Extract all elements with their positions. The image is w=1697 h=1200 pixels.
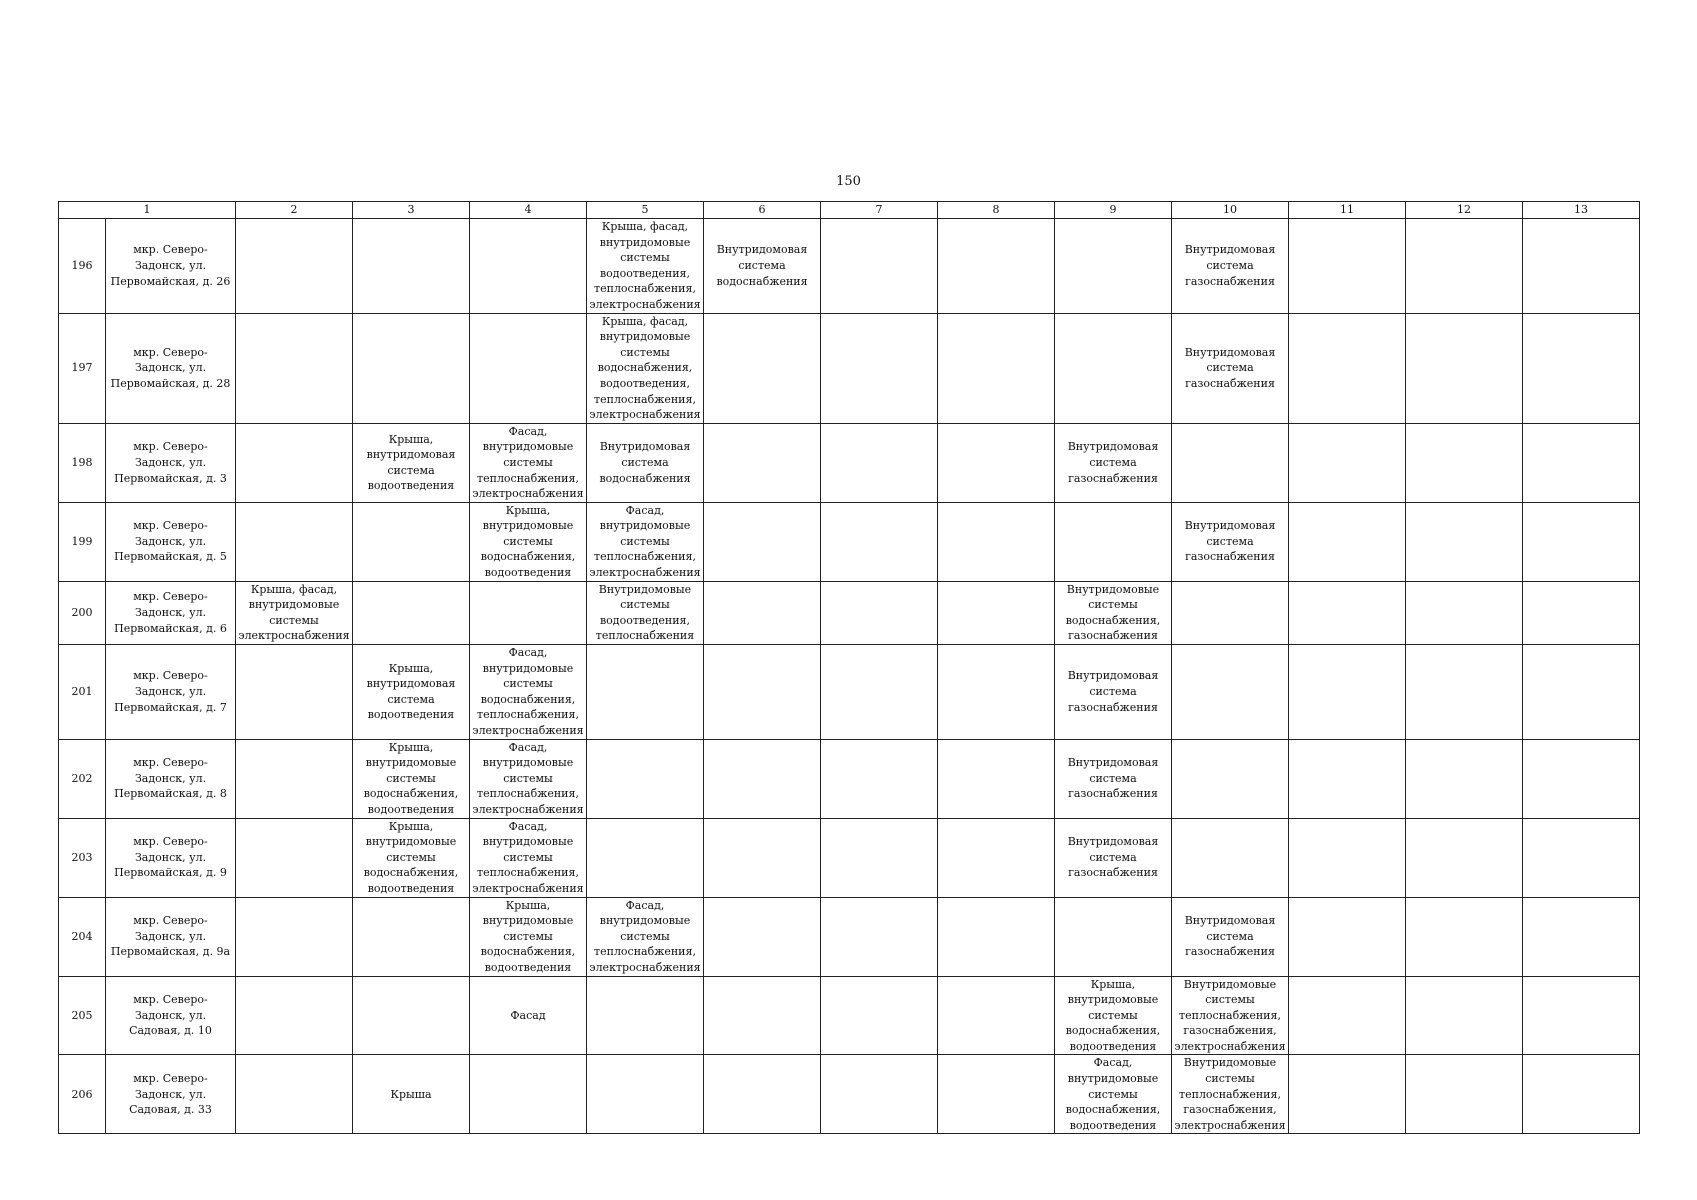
address-cell: мкр. Северо-Задонск, ул. Первомайская, д. 8 [106, 739, 236, 818]
work-cell-col-8 [938, 1055, 1055, 1134]
work-cell-col-2 [236, 502, 353, 581]
column-number-row [59, 202, 1640, 219]
work-cell-col-10 [1172, 739, 1289, 818]
work-cell-col-7 [821, 313, 938, 423]
work-cell-col-7 [821, 818, 938, 897]
work-cell-col-12 [1406, 502, 1523, 581]
column-number-6: 6 [704, 202, 821, 219]
work-cell-col-5 [587, 976, 704, 1055]
work-cell-col-4 [470, 581, 587, 644]
work-cell-col-5: Внутридомовая система водоснабжения [587, 423, 704, 502]
work-cell-col-13 [1523, 645, 1640, 740]
work-cell-col-10: Внутридомовая система газоснабжения [1172, 219, 1289, 314]
work-cell-col-13 [1523, 976, 1640, 1055]
work-cell-col-4: Фасад, внутридомовые системы теплоснабжения, электроснабжения [470, 818, 587, 897]
table-row [59, 1055, 1640, 1134]
work-cell-col-10 [1172, 818, 1289, 897]
work-cell-col-2: Крыша, фасад, внутридомовые системы электроснабжения [236, 581, 353, 644]
work-cell-col-11 [1289, 502, 1406, 581]
address-cell: мкр. Северо-Задонск, ул. Первомайская, д. 26 [106, 219, 236, 314]
work-cell-col-12 [1406, 581, 1523, 644]
work-cell-col-12 [1406, 976, 1523, 1055]
work-cell-col-13 [1523, 313, 1640, 423]
work-cell-col-13 [1523, 581, 1640, 644]
work-cell-col-11 [1289, 423, 1406, 502]
work-cell-col-3: Крыша, внутридомовые системы водоснабжения, водоотведения [353, 818, 470, 897]
work-cell-col-6 [704, 581, 821, 644]
work-cell-col-5 [587, 818, 704, 897]
work-cell-col-7 [821, 976, 938, 1055]
work-cell-col-2 [236, 219, 353, 314]
work-cell-col-12 [1406, 818, 1523, 897]
work-cell-col-9: Фасад, внутридомовые системы водоснабжения, водоотведения [1055, 1055, 1172, 1134]
work-cell-col-6: Внутридомовая система водоснабжения [704, 219, 821, 314]
work-cell-col-11 [1289, 897, 1406, 976]
work-cell-col-6 [704, 1055, 821, 1134]
work-cell-col-7 [821, 1055, 938, 1134]
work-cell-col-11 [1289, 645, 1406, 740]
work-cell-col-13 [1523, 423, 1640, 502]
work-cell-col-13 [1523, 1055, 1640, 1134]
work-cell-col-7 [821, 645, 938, 740]
work-cell-col-10: Внутридомовая система газоснабжения [1172, 313, 1289, 423]
work-cell-col-12 [1406, 219, 1523, 314]
work-cell-col-13 [1523, 219, 1640, 314]
row-number: 203 [59, 818, 106, 897]
work-cell-col-6 [704, 645, 821, 740]
page-number: 150 [836, 174, 861, 189]
address-cell: мкр. Северо-Задонск, ул. Первомайская, д. 6 [106, 581, 236, 644]
work-cell-col-2 [236, 645, 353, 740]
row-number: 196 [59, 219, 106, 314]
work-cell-col-9: Внутридомовые системы водоснабжения, газоснабжения [1055, 581, 1172, 644]
work-cell-col-6 [704, 502, 821, 581]
address-cell: мкр. Северо-Задонск, ул. Садовая, д. 33 [106, 1055, 236, 1134]
row-number: 198 [59, 423, 106, 502]
work-cell-col-8 [938, 818, 1055, 897]
work-cell-col-10: Внутридомовые системы теплоснабжения, газоснабжения, электроснабжения [1172, 1055, 1289, 1134]
column-number-7: 7 [821, 202, 938, 219]
work-cell-col-5: Внутридомовые системы водоотведения, теплоснабжения [587, 581, 704, 644]
work-cell-col-3 [353, 502, 470, 581]
column-number-12: 12 [1406, 202, 1523, 219]
work-cell-col-9 [1055, 313, 1172, 423]
work-cell-col-6 [704, 818, 821, 897]
work-cell-col-5: Крыша, фасад, внутридомовые системы водоотведения, теплоснабжения, электроснабжения [587, 219, 704, 314]
work-cell-col-7 [821, 581, 938, 644]
work-cell-col-2 [236, 976, 353, 1055]
work-cell-col-5: Фасад, внутридомовые системы теплоснабжения, электроснабжения [587, 897, 704, 976]
address-cell: мкр. Северо-Задонск, ул. Первомайская, д. 9 [106, 818, 236, 897]
work-cell-col-6 [704, 313, 821, 423]
work-cell-col-7 [821, 423, 938, 502]
work-cell-col-8 [938, 976, 1055, 1055]
work-cell-col-9: Внутридомовая система газоснабжения [1055, 423, 1172, 502]
work-cell-col-5 [587, 645, 704, 740]
work-cell-col-3: Крыша, внутридомовая система водоотведения [353, 423, 470, 502]
work-cell-col-4 [470, 1055, 587, 1134]
table-row [59, 976, 1640, 1055]
work-cell-col-4 [470, 219, 587, 314]
work-cell-col-4: Фасад, внутридомовые системы теплоснабжения, электроснабжения [470, 423, 587, 502]
column-number-1: 1 [59, 202, 236, 219]
address-cell: мкр. Северо-Задонск, ул. Садовая, д. 10 [106, 976, 236, 1055]
work-cell-col-3 [353, 219, 470, 314]
row-number: 201 [59, 645, 106, 740]
work-cell-col-2 [236, 818, 353, 897]
work-cell-col-4: Фасад [470, 976, 587, 1055]
work-cell-col-11 [1289, 581, 1406, 644]
table-row [59, 581, 1640, 644]
work-cell-col-9: Внутридомовая система газоснабжения [1055, 739, 1172, 818]
table-row [59, 897, 1640, 976]
row-number: 206 [59, 1055, 106, 1134]
work-cell-col-12 [1406, 1055, 1523, 1134]
work-cell-col-13 [1523, 818, 1640, 897]
work-cell-col-11 [1289, 313, 1406, 423]
column-number-8: 8 [938, 202, 1055, 219]
column-number-9: 9 [1055, 202, 1172, 219]
work-cell-col-13 [1523, 502, 1640, 581]
work-cell-col-2 [236, 1055, 353, 1134]
column-number-10: 10 [1172, 202, 1289, 219]
table-row [59, 219, 1640, 314]
address-cell: мкр. Северо-Задонск, ул. Первомайская, д. 9а [106, 897, 236, 976]
work-cell-col-4: Крыша, внутридомовые системы водоснабжения, водоотведения [470, 502, 587, 581]
row-number: 202 [59, 739, 106, 818]
work-cell-col-4: Крыша, внутридомовые системы водоснабжения, водоотведения [470, 897, 587, 976]
work-cell-col-8 [938, 581, 1055, 644]
address-cell: мкр. Северо-Задонск, ул. Первомайская, д. 5 [106, 502, 236, 581]
row-number: 199 [59, 502, 106, 581]
column-number-13: 13 [1523, 202, 1640, 219]
work-cell-col-2 [236, 739, 353, 818]
column-number-5: 5 [587, 202, 704, 219]
work-cell-col-6 [704, 897, 821, 976]
work-cell-col-2 [236, 423, 353, 502]
work-cell-col-10 [1172, 581, 1289, 644]
row-number: 204 [59, 897, 106, 976]
work-cell-col-5: Фасад, внутридомовые системы теплоснабжения, электроснабжения [587, 502, 704, 581]
work-cell-col-7 [821, 897, 938, 976]
column-number-11: 11 [1289, 202, 1406, 219]
work-cell-col-3 [353, 897, 470, 976]
row-number: 205 [59, 976, 106, 1055]
work-cell-col-6 [704, 976, 821, 1055]
work-cell-col-10 [1172, 645, 1289, 740]
work-cell-col-7 [821, 739, 938, 818]
work-cell-col-12 [1406, 423, 1523, 502]
work-cell-col-8 [938, 313, 1055, 423]
work-cell-col-13 [1523, 897, 1640, 976]
column-number-4: 4 [470, 202, 587, 219]
work-cell-col-11 [1289, 739, 1406, 818]
work-cell-col-9: Внутридомовая система газоснабжения [1055, 645, 1172, 740]
work-cell-col-9: Внутридомовая система газоснабжения [1055, 818, 1172, 897]
work-cell-col-3 [353, 313, 470, 423]
repair-schedule-table [58, 201, 1640, 1134]
address-cell: мкр. Северо-Задонск, ул. Первомайская, д. 7 [106, 645, 236, 740]
work-cell-col-2 [236, 313, 353, 423]
work-cell-col-9 [1055, 897, 1172, 976]
column-number-3: 3 [353, 202, 470, 219]
work-cell-col-9 [1055, 502, 1172, 581]
work-cell-col-4: Фасад, внутридомовые системы водоснабжения, теплоснабжения, электроснабжения [470, 645, 587, 740]
work-cell-col-10: Внутридомовая система газоснабжения [1172, 502, 1289, 581]
table-row [59, 502, 1640, 581]
work-cell-col-8 [938, 645, 1055, 740]
work-cell-col-9: Крыша, внутридомовые системы водоснабжения, водоотведения [1055, 976, 1172, 1055]
work-cell-col-8 [938, 219, 1055, 314]
work-cell-col-12 [1406, 739, 1523, 818]
work-cell-col-4 [470, 313, 587, 423]
row-number: 197 [59, 313, 106, 423]
work-cell-col-8 [938, 897, 1055, 976]
work-cell-col-11 [1289, 219, 1406, 314]
work-cell-col-10 [1172, 423, 1289, 502]
work-cell-col-11 [1289, 1055, 1406, 1134]
work-cell-col-3: Крыша, внутридомовая система водоотведения [353, 645, 470, 740]
table-row [59, 423, 1640, 502]
table-row [59, 739, 1640, 818]
work-cell-col-12 [1406, 645, 1523, 740]
table-row [59, 313, 1640, 423]
column-number-2: 2 [236, 202, 353, 219]
work-cell-col-7 [821, 502, 938, 581]
work-cell-col-6 [704, 423, 821, 502]
work-cell-col-8 [938, 502, 1055, 581]
work-cell-col-3 [353, 976, 470, 1055]
work-cell-col-7 [821, 219, 938, 314]
work-cell-col-13 [1523, 739, 1640, 818]
address-cell: мкр. Северо-Задонск, ул. Первомайская, д. 3 [106, 423, 236, 502]
work-cell-col-12 [1406, 897, 1523, 976]
work-cell-col-3: Крыша [353, 1055, 470, 1134]
work-cell-col-3: Крыша, внутридомовые системы водоснабжения, водоотведения [353, 739, 470, 818]
row-number: 200 [59, 581, 106, 644]
work-cell-col-4: Фасад, внутридомовые системы теплоснабжения, электроснабжения [470, 739, 587, 818]
work-cell-col-5 [587, 1055, 704, 1134]
table-row [59, 645, 1640, 740]
work-cell-col-11 [1289, 818, 1406, 897]
work-cell-col-2 [236, 897, 353, 976]
work-cell-col-5: Крыша, фасад, внутридомовые системы водоснабжения, водоотведения, теплоснабжения, электроснабжения [587, 313, 704, 423]
work-cell-col-5 [587, 739, 704, 818]
work-cell-col-11 [1289, 976, 1406, 1055]
work-cell-col-10: Внутридомовая система газоснабжения [1172, 897, 1289, 976]
work-cell-col-6 [704, 739, 821, 818]
work-cell-col-8 [938, 739, 1055, 818]
work-cell-col-8 [938, 423, 1055, 502]
work-cell-col-9 [1055, 219, 1172, 314]
address-cell: мкр. Северо-Задонск, ул. Первомайская, д. 28 [106, 313, 236, 423]
work-cell-col-10: Внутридомовые системы теплоснабжения, газоснабжения, электроснабжения [1172, 976, 1289, 1055]
table-row [59, 818, 1640, 897]
work-cell-col-3 [353, 581, 470, 644]
work-cell-col-12 [1406, 313, 1523, 423]
